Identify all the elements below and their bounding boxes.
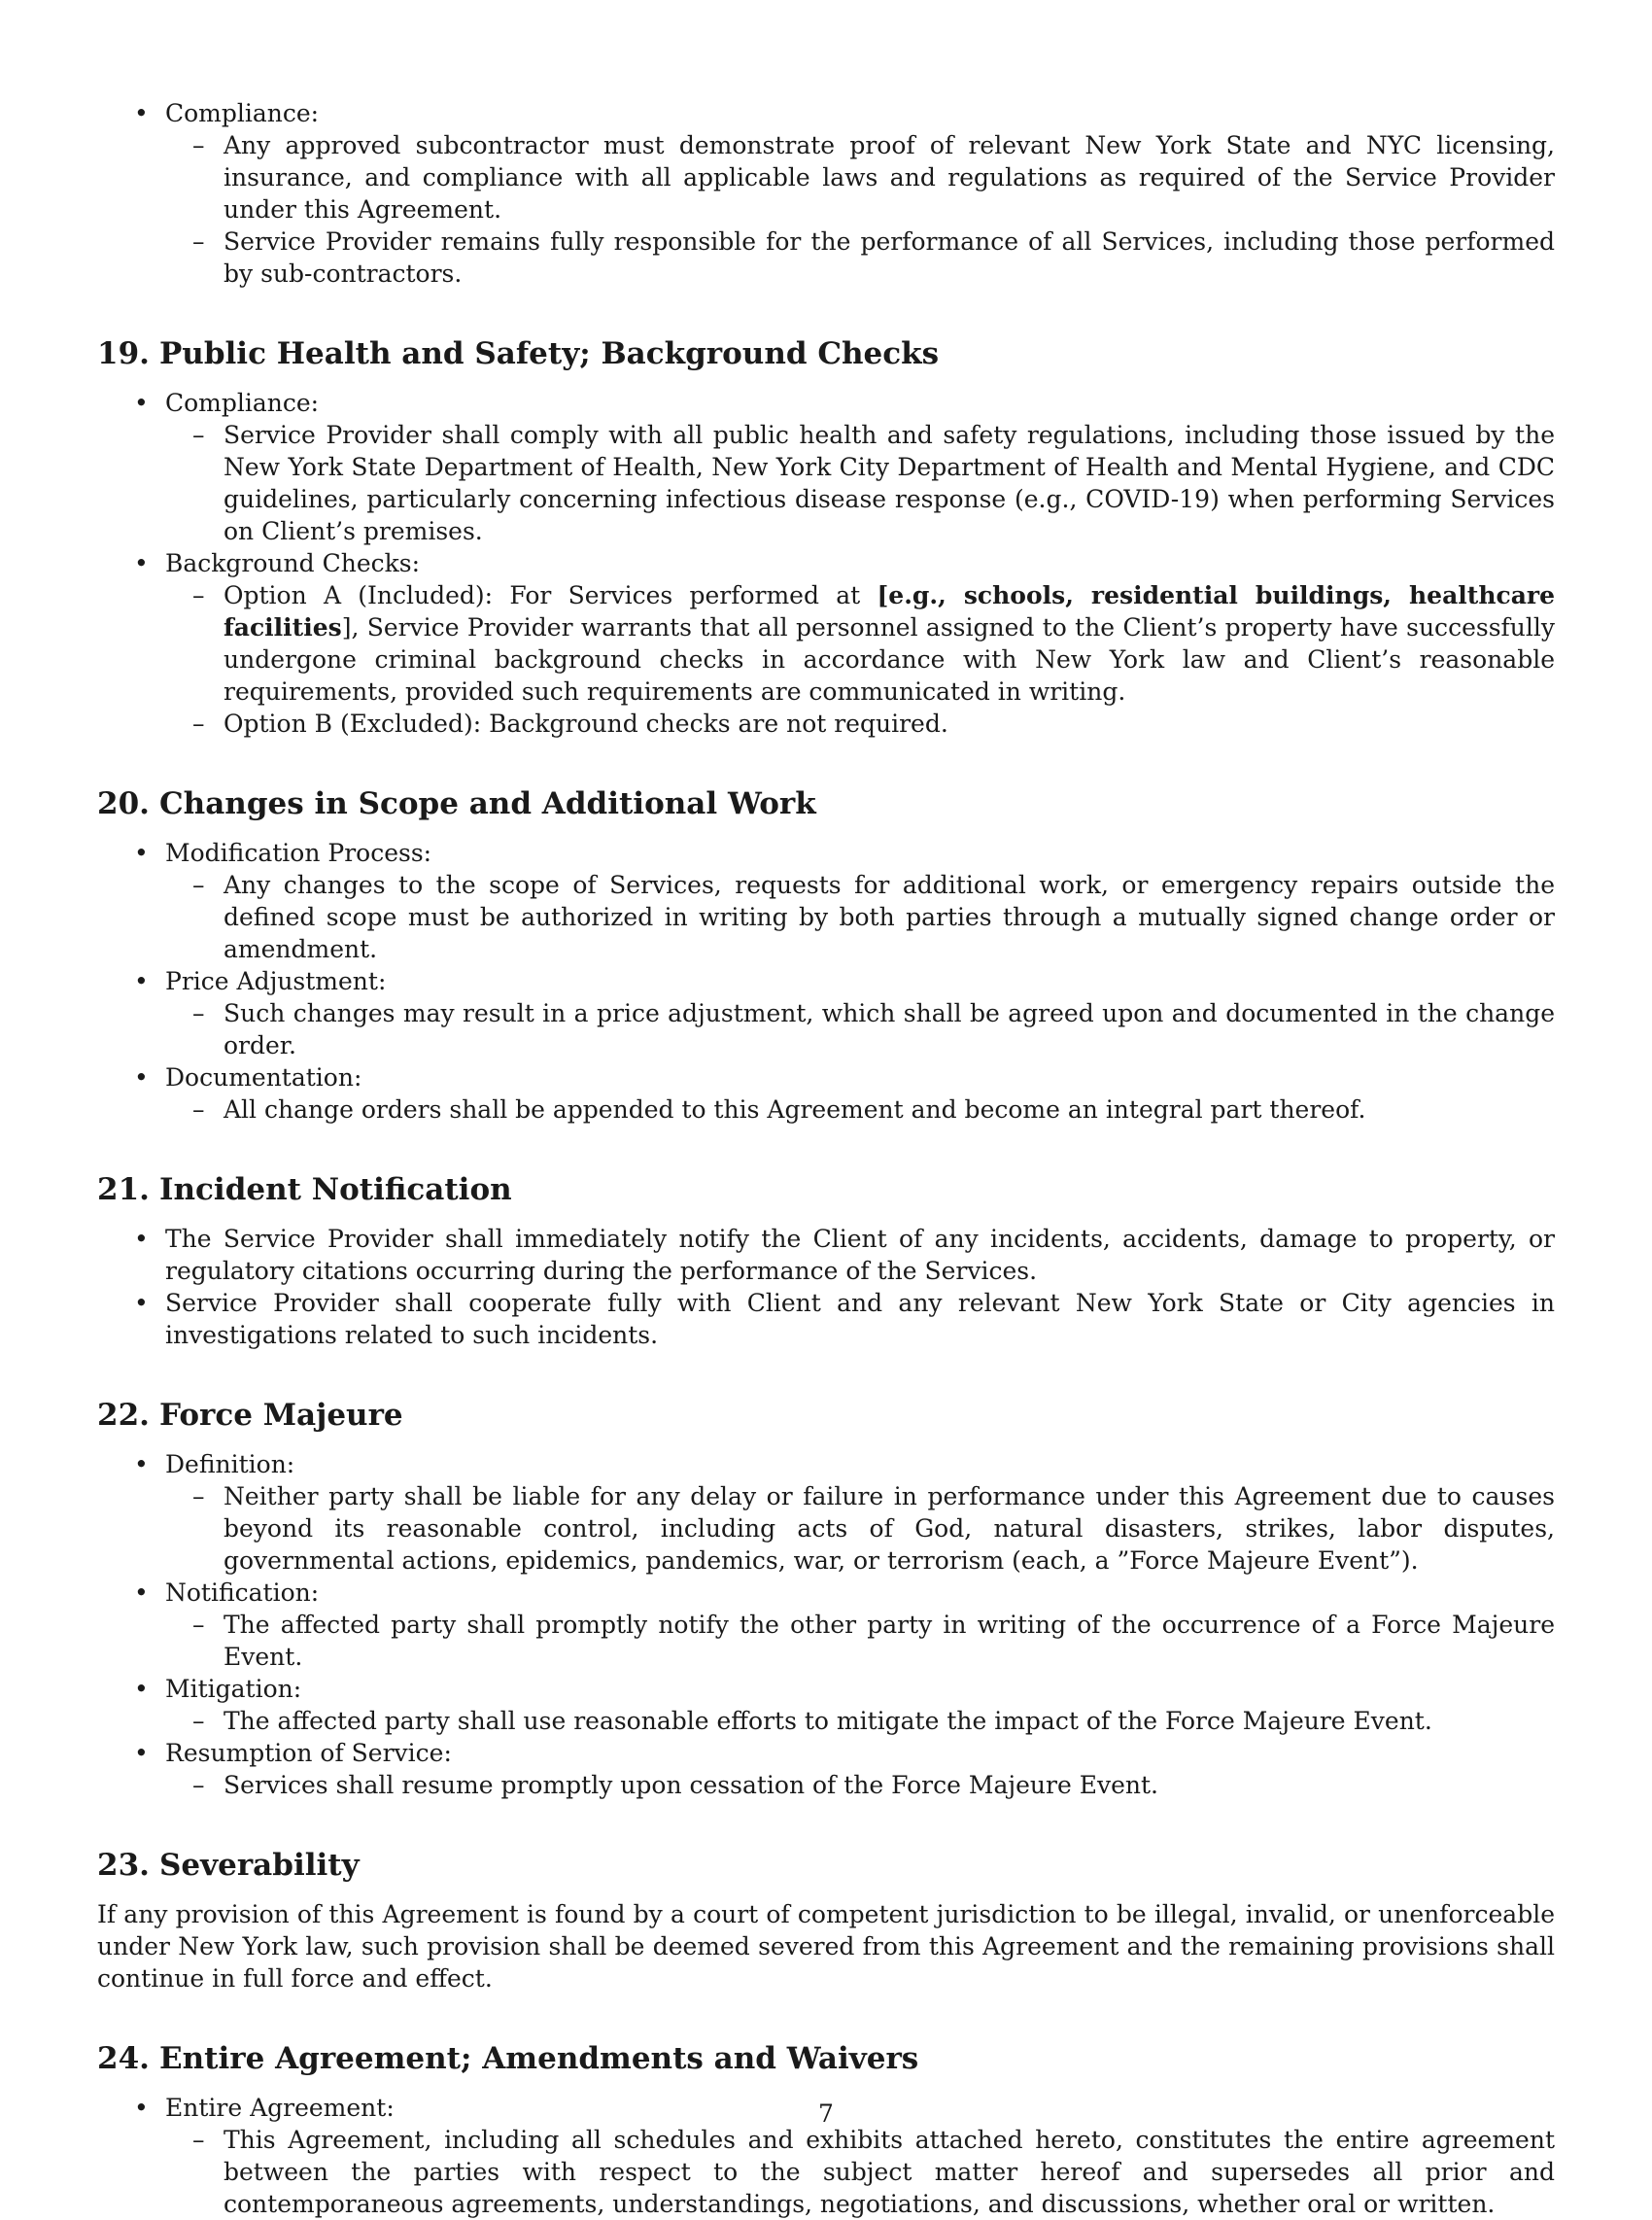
section-heading-24 [97, 2039, 1555, 2078]
section-heading-21 [97, 1170, 1555, 1209]
item-label: Compliance: [165, 389, 320, 417]
item-label: Price Adjustment: [165, 967, 387, 995]
page-number: 7 [818, 2099, 834, 2128]
item-label: Entire Agreement: [165, 2094, 395, 2122]
item-label: Mitigation: [165, 1675, 302, 1703]
sublist-item: – This Agreement, including all schedules and exhibits attached hereto, constitutes the entire agreement between the parties with respect to the subject matter hereof and supersedes all prior and contemporaneous agreements, understandings, negotiations, and discussions, whether oral or written. [165, 2124, 1555, 2220]
intro-compliance-label: Compliance: [165, 99, 320, 127]
list-item [97, 97, 1555, 290]
sublist [165, 869, 1555, 965]
section-title: Force Majeure [159, 1398, 403, 1433]
section-heading-23 [97, 1846, 1555, 1885]
sublist-item: – The affected party shall promptly notify the other party in writing of the occurrence of a Force Majeure Event. [165, 1609, 1555, 1673]
section-title: Incident Notification [159, 1172, 512, 1207]
item-label: Documentation: [165, 1063, 362, 1092]
section-title: Changes in Scope and Additional Work [159, 786, 816, 821]
sublist-item: – Any changes to the scope of Services, requests for additional work, or emergency repairs outside the defined scope must be authorized in writing by both parties through a mutually signed change order or amendment. [165, 869, 1555, 965]
option-a-placeholder: [e.g., schools, residential buildings, healthcare facilities [224, 581, 1555, 642]
list-item [97, 387, 1555, 547]
section-title: Severability [159, 1848, 360, 1883]
sublist-item: – The affected party shall use reasonable efforts to mitigate the impact of the Force Majeure Event. [165, 1705, 1555, 1737]
sublist-item-option-a [165, 579, 1555, 708]
list-item [97, 1577, 1555, 1673]
section-21-list [97, 1223, 1555, 1351]
sublist-item: – Neither party shall be liable for any delay or failure in performance under this Agreement due to causes beyond its reasonable control, including acts of God, natural disasters, strikes, labor disputes, governmental actions, epidemics, pandemics, war, or terrorism (each, a ”Force Majeure Event”). [165, 1480, 1555, 1577]
sublist-item: – Any approved subcontractor must demonstrate proof of relevant New York State and NYC licensing, insurance, and compliance with all applicable laws and regulations as required of the Service Provider under this Agreement. [165, 129, 1555, 225]
list-item [97, 837, 1555, 965]
sublist [165, 1480, 1555, 1577]
list-item: • Service Provider shall cooperate fully with Client and any relevant New York State or City agencies in investigations related to such incidents. [97, 1287, 1555, 1351]
list-item: • The Service Provider shall immediately notify the Client of any incidents, accidents, damage to property, or regulatory citations occurring during the performance of the Services. [97, 1223, 1555, 1287]
item-label: Notification: [165, 1578, 320, 1607]
section-heading-22 [97, 1396, 1555, 1435]
sublist [165, 997, 1555, 1061]
section-20-list [97, 837, 1555, 1126]
list-item [97, 965, 1555, 1061]
item-label: Background Checks: [165, 549, 421, 577]
option-a-text-continued: ], Service Provider warrants that all personnel assigned to the Client’s property have successfully undergone criminal background checks in accordance with New York law and Client’s reasonable requirements, provided such requirements are communicated in writing. [224, 613, 1555, 706]
severability-paragraph: If any provision of this Agreement is found by a court of competent jurisdiction to be illegal, invalid, or unenforceable under New York law, such provision shall be deemed severed from this Agreement and the remaining provisions shall continue in full force and effect. [97, 1900, 1555, 1993]
list-item [97, 1673, 1555, 1737]
sublist [165, 129, 1555, 290]
sublist-item-option-b: – Option B (Excluded): Background checks are not required. [165, 708, 1555, 740]
list-item [97, 1448, 1555, 1577]
section-19-list [97, 387, 1555, 740]
section-22-list [97, 1448, 1555, 1801]
section-number: 20. [97, 786, 150, 821]
section-heading-20 [97, 784, 1555, 823]
sublist [165, 579, 1555, 740]
sublist [165, 1609, 1555, 1673]
sublist-item: – Such changes may result in a price adjustment, which shall be agreed upon and documented in the change order. [165, 997, 1555, 1061]
section-heading-19 [97, 334, 1555, 373]
list-item [97, 1061, 1555, 1126]
sublist-item: – Service Provider remains fully responsible for the performance of all Services, including those performed by sub-contractors. [165, 225, 1555, 290]
sublist-item: – All change orders shall be appended to this Agreement and become an integral part thereof. [165, 1093, 1555, 1126]
section-number: 23. [97, 1848, 150, 1883]
sublist [165, 1769, 1555, 1801]
sublist-item: – Service Provider shall comply with all public health and safety regulations, including those issued by the New York State Department of Health, New York City Department of Health and Mental Hygiene, and CDC guidelines, particularly concerning infectious disease response (e.g., COVID-19) when performing Services on Client’s premises. [165, 419, 1555, 547]
section-number: 21. [97, 1172, 150, 1207]
sublist-item: – Services shall resume promptly upon cessation of the Force Majeure Event. [165, 1769, 1555, 1801]
section-number: 22. [97, 1398, 150, 1433]
document-page [97, 97, 1555, 2220]
item-label: Modification Process: [165, 839, 432, 867]
section-number: 24. [97, 2041, 150, 2076]
list-item [97, 547, 1555, 740]
intro-list [97, 97, 1555, 290]
list-item [97, 1737, 1555, 1801]
section-number: 19. [97, 336, 150, 371]
option-a-text: Option A (Included): For Services performed at [224, 581, 878, 609]
sublist [165, 1093, 1555, 1126]
sublist [165, 1705, 1555, 1737]
section-title: Public Health and Safety; Background Checks [159, 336, 940, 371]
sublist [165, 419, 1555, 547]
item-label: Resumption of Service: [165, 1739, 452, 1767]
item-label: Definition: [165, 1450, 295, 1478]
section-title: Entire Agreement; Amendments and Waivers [159, 2041, 919, 2076]
